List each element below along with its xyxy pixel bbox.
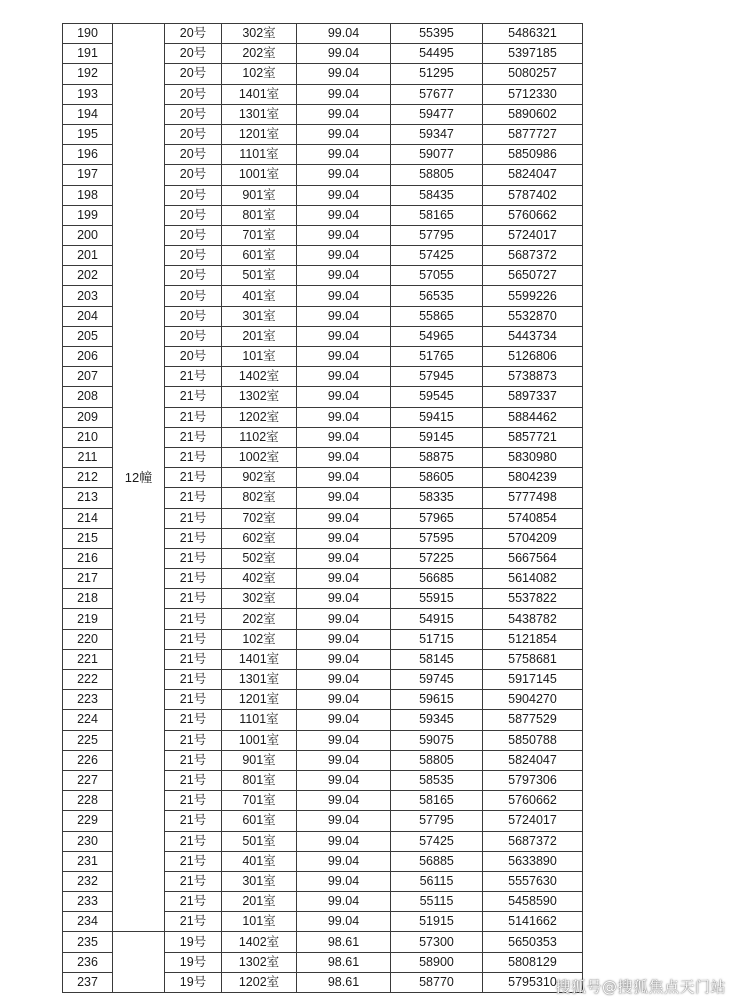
room-number-cell: 1401室 xyxy=(222,84,297,104)
unit-number-cell: 21号 xyxy=(165,609,222,629)
row-number-cell: 220 xyxy=(63,629,113,649)
room-number-cell: 301室 xyxy=(222,871,297,891)
row-number-cell: 208 xyxy=(63,387,113,407)
unit-price-cell: 58165 xyxy=(391,791,483,811)
room-number-cell: 301室 xyxy=(222,306,297,326)
unit-number-cell: 21号 xyxy=(165,367,222,387)
total-price-cell: 5458590 xyxy=(483,892,583,912)
unit-price-cell: 59477 xyxy=(391,104,483,124)
total-price-cell: 5797306 xyxy=(483,770,583,790)
total-price-cell: 5397185 xyxy=(483,44,583,64)
price-list-table xyxy=(62,23,583,993)
area-cell: 99.04 xyxy=(297,387,391,407)
unit-number-cell: 19号 xyxy=(165,932,222,952)
unit-price-cell: 57677 xyxy=(391,84,483,104)
unit-number-cell: 20号 xyxy=(165,225,222,245)
area-cell: 99.04 xyxy=(297,124,391,144)
unit-number-cell: 21号 xyxy=(165,892,222,912)
row-number-cell: 236 xyxy=(63,952,113,972)
row-number-cell: 201 xyxy=(63,246,113,266)
unit-price-cell: 58335 xyxy=(391,488,483,508)
unit-price-cell: 56685 xyxy=(391,569,483,589)
unit-price-cell: 58165 xyxy=(391,205,483,225)
unit-number-cell: 20号 xyxy=(165,24,222,44)
unit-price-cell: 58900 xyxy=(391,952,483,972)
unit-price-cell: 58145 xyxy=(391,649,483,669)
area-cell: 99.04 xyxy=(297,569,391,589)
total-price-cell: 5758681 xyxy=(483,649,583,669)
area-cell: 99.04 xyxy=(297,528,391,548)
row-number-cell: 231 xyxy=(63,851,113,871)
unit-number-cell: 20号 xyxy=(165,266,222,286)
row-number-cell: 226 xyxy=(63,750,113,770)
unit-price-cell: 59745 xyxy=(391,670,483,690)
total-price-cell: 5121854 xyxy=(483,629,583,649)
room-number-cell: 601室 xyxy=(222,246,297,266)
unit-number-cell: 21号 xyxy=(165,851,222,871)
unit-number-cell: 21号 xyxy=(165,508,222,528)
unit-price-cell: 59347 xyxy=(391,124,483,144)
unit-price-cell: 51715 xyxy=(391,629,483,649)
total-price-cell: 5890602 xyxy=(483,104,583,124)
unit-price-cell: 51915 xyxy=(391,912,483,932)
room-number-cell: 1301室 xyxy=(222,104,297,124)
unit-number-cell: 20号 xyxy=(165,347,222,367)
unit-number-cell: 21号 xyxy=(165,387,222,407)
unit-number-cell: 20号 xyxy=(165,246,222,266)
unit-price-cell: 59615 xyxy=(391,690,483,710)
total-price-cell: 5787402 xyxy=(483,185,583,205)
area-cell: 98.61 xyxy=(297,952,391,972)
area-cell: 99.04 xyxy=(297,649,391,669)
total-price-cell: 5650727 xyxy=(483,266,583,286)
room-number-cell: 401室 xyxy=(222,851,297,871)
row-number-cell: 213 xyxy=(63,488,113,508)
row-number-cell: 219 xyxy=(63,609,113,629)
row-number-cell: 223 xyxy=(63,690,113,710)
unit-number-cell: 20号 xyxy=(165,185,222,205)
unit-price-cell: 51765 xyxy=(391,347,483,367)
unit-price-cell: 58535 xyxy=(391,770,483,790)
total-price-cell: 5687372 xyxy=(483,246,583,266)
total-price-cell: 5877529 xyxy=(483,710,583,730)
unit-number-cell: 21号 xyxy=(165,871,222,891)
total-price-cell: 5599226 xyxy=(483,286,583,306)
room-number-cell: 702室 xyxy=(222,508,297,528)
unit-number-cell: 21号 xyxy=(165,811,222,831)
unit-number-cell: 21号 xyxy=(165,468,222,488)
unit-number-cell: 21号 xyxy=(165,528,222,548)
unit-number-cell: 21号 xyxy=(165,629,222,649)
area-cell: 99.04 xyxy=(297,871,391,891)
total-price-cell: 5824047 xyxy=(483,750,583,770)
row-number-cell: 203 xyxy=(63,286,113,306)
row-number-cell: 207 xyxy=(63,367,113,387)
area-cell: 99.04 xyxy=(297,24,391,44)
row-number-cell: 233 xyxy=(63,892,113,912)
table-row xyxy=(63,932,583,952)
unit-number-cell: 20号 xyxy=(165,104,222,124)
room-number-cell: 1401室 xyxy=(222,649,297,669)
row-number-cell: 230 xyxy=(63,831,113,851)
area-cell: 99.04 xyxy=(297,367,391,387)
row-number-cell: 227 xyxy=(63,770,113,790)
unit-price-cell: 57795 xyxy=(391,225,483,245)
total-price-cell: 5712330 xyxy=(483,84,583,104)
room-number-cell: 902室 xyxy=(222,468,297,488)
unit-number-cell: 21号 xyxy=(165,670,222,690)
room-number-cell: 402室 xyxy=(222,569,297,589)
unit-number-cell: 21号 xyxy=(165,750,222,770)
row-number-cell: 217 xyxy=(63,569,113,589)
total-price-cell: 5795310 xyxy=(483,972,583,992)
unit-number-cell: 20号 xyxy=(165,326,222,346)
room-number-cell: 202室 xyxy=(222,609,297,629)
room-number-cell: 501室 xyxy=(222,831,297,851)
row-number-cell: 214 xyxy=(63,508,113,528)
room-number-cell: 101室 xyxy=(222,912,297,932)
area-cell: 99.04 xyxy=(297,548,391,568)
unit-number-cell: 21号 xyxy=(165,569,222,589)
unit-number-cell: 20号 xyxy=(165,64,222,84)
room-number-cell: 1202室 xyxy=(222,972,297,992)
unit-number-cell: 19号 xyxy=(165,972,222,992)
area-cell: 99.04 xyxy=(297,427,391,447)
total-price-cell: 5804239 xyxy=(483,468,583,488)
area-cell: 99.04 xyxy=(297,84,391,104)
area-cell: 99.04 xyxy=(297,447,391,467)
row-number-cell: 197 xyxy=(63,165,113,185)
total-price-cell: 5760662 xyxy=(483,791,583,811)
total-price-cell: 5557630 xyxy=(483,871,583,891)
unit-price-cell: 54915 xyxy=(391,609,483,629)
total-price-cell: 5824047 xyxy=(483,165,583,185)
unit-price-cell: 59077 xyxy=(391,145,483,165)
row-number-cell: 190 xyxy=(63,24,113,44)
room-number-cell: 901室 xyxy=(222,750,297,770)
total-price-cell: 5438782 xyxy=(483,609,583,629)
area-cell: 99.04 xyxy=(297,488,391,508)
room-number-cell: 202室 xyxy=(222,44,297,64)
row-number-cell: 218 xyxy=(63,589,113,609)
unit-number-cell: 21号 xyxy=(165,770,222,790)
watermark: 搜狐号@搜狐焦点天门站 xyxy=(555,978,726,996)
area-cell: 99.04 xyxy=(297,407,391,427)
row-number-cell: 205 xyxy=(63,326,113,346)
price-list-body xyxy=(63,24,583,993)
row-number-cell: 232 xyxy=(63,871,113,891)
row-number-cell: 224 xyxy=(63,710,113,730)
room-number-cell: 501室 xyxy=(222,266,297,286)
unit-number-cell: 20号 xyxy=(165,44,222,64)
total-price-cell: 5486321 xyxy=(483,24,583,44)
unit-number-cell: 21号 xyxy=(165,548,222,568)
unit-price-cell: 58605 xyxy=(391,468,483,488)
total-price-cell: 5877727 xyxy=(483,124,583,144)
unit-number-cell: 21号 xyxy=(165,710,222,730)
total-price-cell: 5650353 xyxy=(483,932,583,952)
unit-price-cell: 57055 xyxy=(391,266,483,286)
unit-price-cell: 55915 xyxy=(391,589,483,609)
total-price-cell: 5080257 xyxy=(483,64,583,84)
row-number-cell: 229 xyxy=(63,811,113,831)
row-number-cell: 211 xyxy=(63,447,113,467)
total-price-cell: 5850986 xyxy=(483,145,583,165)
room-number-cell: 302室 xyxy=(222,589,297,609)
room-number-cell: 601室 xyxy=(222,811,297,831)
area-cell: 99.04 xyxy=(297,286,391,306)
area-cell: 99.04 xyxy=(297,710,391,730)
building-cell-empty xyxy=(113,932,165,993)
unit-number-cell: 21号 xyxy=(165,912,222,932)
total-price-cell: 5537822 xyxy=(483,589,583,609)
area-cell: 99.04 xyxy=(297,306,391,326)
room-number-cell: 801室 xyxy=(222,205,297,225)
unit-price-cell: 59545 xyxy=(391,387,483,407)
total-price-cell: 5740854 xyxy=(483,508,583,528)
room-number-cell: 102室 xyxy=(222,629,297,649)
total-price-cell: 5724017 xyxy=(483,811,583,831)
area-cell: 99.04 xyxy=(297,44,391,64)
unit-price-cell: 57945 xyxy=(391,367,483,387)
unit-price-cell: 51295 xyxy=(391,64,483,84)
area-cell: 99.04 xyxy=(297,165,391,185)
total-price-cell: 5857721 xyxy=(483,427,583,447)
area-cell: 98.61 xyxy=(297,972,391,992)
area-cell: 99.04 xyxy=(297,609,391,629)
unit-price-cell: 59075 xyxy=(391,730,483,750)
total-price-cell: 5884462 xyxy=(483,407,583,427)
room-number-cell: 1101室 xyxy=(222,710,297,730)
room-number-cell: 201室 xyxy=(222,326,297,346)
unit-number-cell: 19号 xyxy=(165,952,222,972)
total-price-cell: 5532870 xyxy=(483,306,583,326)
unit-price-cell: 58805 xyxy=(391,750,483,770)
total-price-cell: 5904270 xyxy=(483,690,583,710)
room-number-cell: 1001室 xyxy=(222,730,297,750)
area-cell: 99.04 xyxy=(297,912,391,932)
total-price-cell: 5704209 xyxy=(483,528,583,548)
unit-price-cell: 57300 xyxy=(391,932,483,952)
row-number-cell: 204 xyxy=(63,306,113,326)
area-cell: 99.04 xyxy=(297,225,391,245)
unit-number-cell: 21号 xyxy=(165,831,222,851)
unit-number-cell: 21号 xyxy=(165,649,222,669)
row-number-cell: 194 xyxy=(63,104,113,124)
area-cell: 99.04 xyxy=(297,468,391,488)
room-number-cell: 1102室 xyxy=(222,427,297,447)
row-number-cell: 216 xyxy=(63,548,113,568)
unit-price-cell: 55865 xyxy=(391,306,483,326)
area-cell: 99.04 xyxy=(297,246,391,266)
unit-number-cell: 21号 xyxy=(165,488,222,508)
unit-price-cell: 57595 xyxy=(391,528,483,548)
unit-price-cell: 59345 xyxy=(391,710,483,730)
room-number-cell: 901室 xyxy=(222,185,297,205)
unit-price-cell: 57795 xyxy=(391,811,483,831)
area-cell: 99.04 xyxy=(297,770,391,790)
room-number-cell: 801室 xyxy=(222,770,297,790)
row-number-cell: 206 xyxy=(63,347,113,367)
unit-number-cell: 21号 xyxy=(165,447,222,467)
area-cell: 99.04 xyxy=(297,892,391,912)
unit-price-cell: 57965 xyxy=(391,508,483,528)
row-number-cell: 209 xyxy=(63,407,113,427)
total-price-cell: 5443734 xyxy=(483,326,583,346)
row-number-cell: 228 xyxy=(63,791,113,811)
area-cell: 99.04 xyxy=(297,670,391,690)
row-number-cell: 237 xyxy=(63,972,113,992)
room-number-cell: 1201室 xyxy=(222,690,297,710)
row-number-cell: 198 xyxy=(63,185,113,205)
room-number-cell: 1002室 xyxy=(222,447,297,467)
row-number-cell: 193 xyxy=(63,84,113,104)
row-number-cell: 192 xyxy=(63,64,113,84)
total-price-cell: 5633890 xyxy=(483,851,583,871)
row-number-cell: 222 xyxy=(63,670,113,690)
unit-number-cell: 20号 xyxy=(165,306,222,326)
total-price-cell: 5917145 xyxy=(483,670,583,690)
unit-price-cell: 56885 xyxy=(391,851,483,871)
row-number-cell: 199 xyxy=(63,205,113,225)
area-cell: 99.04 xyxy=(297,791,391,811)
unit-price-cell: 54965 xyxy=(391,326,483,346)
row-number-cell: 215 xyxy=(63,528,113,548)
unit-price-cell: 58875 xyxy=(391,447,483,467)
area-cell: 99.04 xyxy=(297,851,391,871)
unit-number-cell: 21号 xyxy=(165,791,222,811)
room-number-cell: 1202室 xyxy=(222,407,297,427)
table-row xyxy=(63,24,583,44)
room-number-cell: 602室 xyxy=(222,528,297,548)
room-number-cell: 1001室 xyxy=(222,165,297,185)
unit-number-cell: 20号 xyxy=(165,145,222,165)
unit-number-cell: 20号 xyxy=(165,124,222,144)
unit-number-cell: 21号 xyxy=(165,427,222,447)
total-price-cell: 5724017 xyxy=(483,225,583,245)
total-price-cell: 5777498 xyxy=(483,488,583,508)
unit-number-cell: 21号 xyxy=(165,730,222,750)
area-cell: 99.04 xyxy=(297,629,391,649)
area-cell: 99.04 xyxy=(297,145,391,165)
total-price-cell: 5141662 xyxy=(483,912,583,932)
area-cell: 99.04 xyxy=(297,347,391,367)
room-number-cell: 1201室 xyxy=(222,124,297,144)
row-number-cell: 196 xyxy=(63,145,113,165)
unit-number-cell: 20号 xyxy=(165,165,222,185)
area-cell: 99.04 xyxy=(297,730,391,750)
area-cell: 99.04 xyxy=(297,326,391,346)
row-number-cell: 200 xyxy=(63,225,113,245)
area-cell: 99.04 xyxy=(297,64,391,84)
room-number-cell: 502室 xyxy=(222,548,297,568)
unit-price-cell: 58805 xyxy=(391,165,483,185)
area-cell: 99.04 xyxy=(297,508,391,528)
unit-number-cell: 20号 xyxy=(165,286,222,306)
total-price-cell: 5126806 xyxy=(483,347,583,367)
room-number-cell: 1402室 xyxy=(222,367,297,387)
room-number-cell: 701室 xyxy=(222,791,297,811)
unit-number-cell: 20号 xyxy=(165,84,222,104)
unit-price-cell: 54495 xyxy=(391,44,483,64)
room-number-cell: 1302室 xyxy=(222,952,297,972)
area-cell: 98.61 xyxy=(297,932,391,952)
row-number-cell: 221 xyxy=(63,649,113,669)
total-price-cell: 5614082 xyxy=(483,569,583,589)
room-number-cell: 1101室 xyxy=(222,145,297,165)
total-price-cell: 5850788 xyxy=(483,730,583,750)
unit-price-cell: 55395 xyxy=(391,24,483,44)
area-cell: 99.04 xyxy=(297,690,391,710)
unit-price-cell: 58435 xyxy=(391,185,483,205)
unit-price-cell: 57225 xyxy=(391,548,483,568)
unit-price-cell: 57425 xyxy=(391,246,483,266)
row-number-cell: 235 xyxy=(63,932,113,952)
unit-number-cell: 21号 xyxy=(165,690,222,710)
total-price-cell: 5897337 xyxy=(483,387,583,407)
row-number-cell: 225 xyxy=(63,730,113,750)
total-price-cell: 5830980 xyxy=(483,447,583,467)
total-price-cell: 5808129 xyxy=(483,952,583,972)
row-number-cell: 234 xyxy=(63,912,113,932)
area-cell: 99.04 xyxy=(297,750,391,770)
area-cell: 99.04 xyxy=(297,104,391,124)
unit-price-cell: 58770 xyxy=(391,972,483,992)
total-price-cell: 5738873 xyxy=(483,367,583,387)
total-price-cell: 5760662 xyxy=(483,205,583,225)
area-cell: 99.04 xyxy=(297,185,391,205)
row-number-cell: 210 xyxy=(63,427,113,447)
room-number-cell: 102室 xyxy=(222,64,297,84)
area-cell: 99.04 xyxy=(297,205,391,225)
room-number-cell: 1402室 xyxy=(222,932,297,952)
area-cell: 99.04 xyxy=(297,266,391,286)
row-number-cell: 212 xyxy=(63,468,113,488)
room-number-cell: 1302室 xyxy=(222,387,297,407)
room-number-cell: 401室 xyxy=(222,286,297,306)
area-cell: 99.04 xyxy=(297,589,391,609)
total-price-cell: 5687372 xyxy=(483,831,583,851)
unit-price-cell: 55115 xyxy=(391,892,483,912)
room-number-cell: 302室 xyxy=(222,24,297,44)
unit-price-cell: 59415 xyxy=(391,407,483,427)
room-number-cell: 701室 xyxy=(222,225,297,245)
unit-price-cell: 56535 xyxy=(391,286,483,306)
area-cell: 99.04 xyxy=(297,831,391,851)
row-number-cell: 191 xyxy=(63,44,113,64)
area-cell: 99.04 xyxy=(297,811,391,831)
building-cell: 12幢 xyxy=(113,24,165,932)
unit-price-cell: 57425 xyxy=(391,831,483,851)
room-number-cell: 201室 xyxy=(222,892,297,912)
row-number-cell: 202 xyxy=(63,266,113,286)
unit-number-cell: 20号 xyxy=(165,205,222,225)
unit-number-cell: 21号 xyxy=(165,407,222,427)
room-number-cell: 1301室 xyxy=(222,670,297,690)
room-number-cell: 802室 xyxy=(222,488,297,508)
unit-number-cell: 21号 xyxy=(165,589,222,609)
room-number-cell: 101室 xyxy=(222,347,297,367)
total-price-cell: 5667564 xyxy=(483,548,583,568)
unit-price-cell: 59145 xyxy=(391,427,483,447)
unit-price-cell: 56115 xyxy=(391,871,483,891)
row-number-cell: 195 xyxy=(63,124,113,144)
